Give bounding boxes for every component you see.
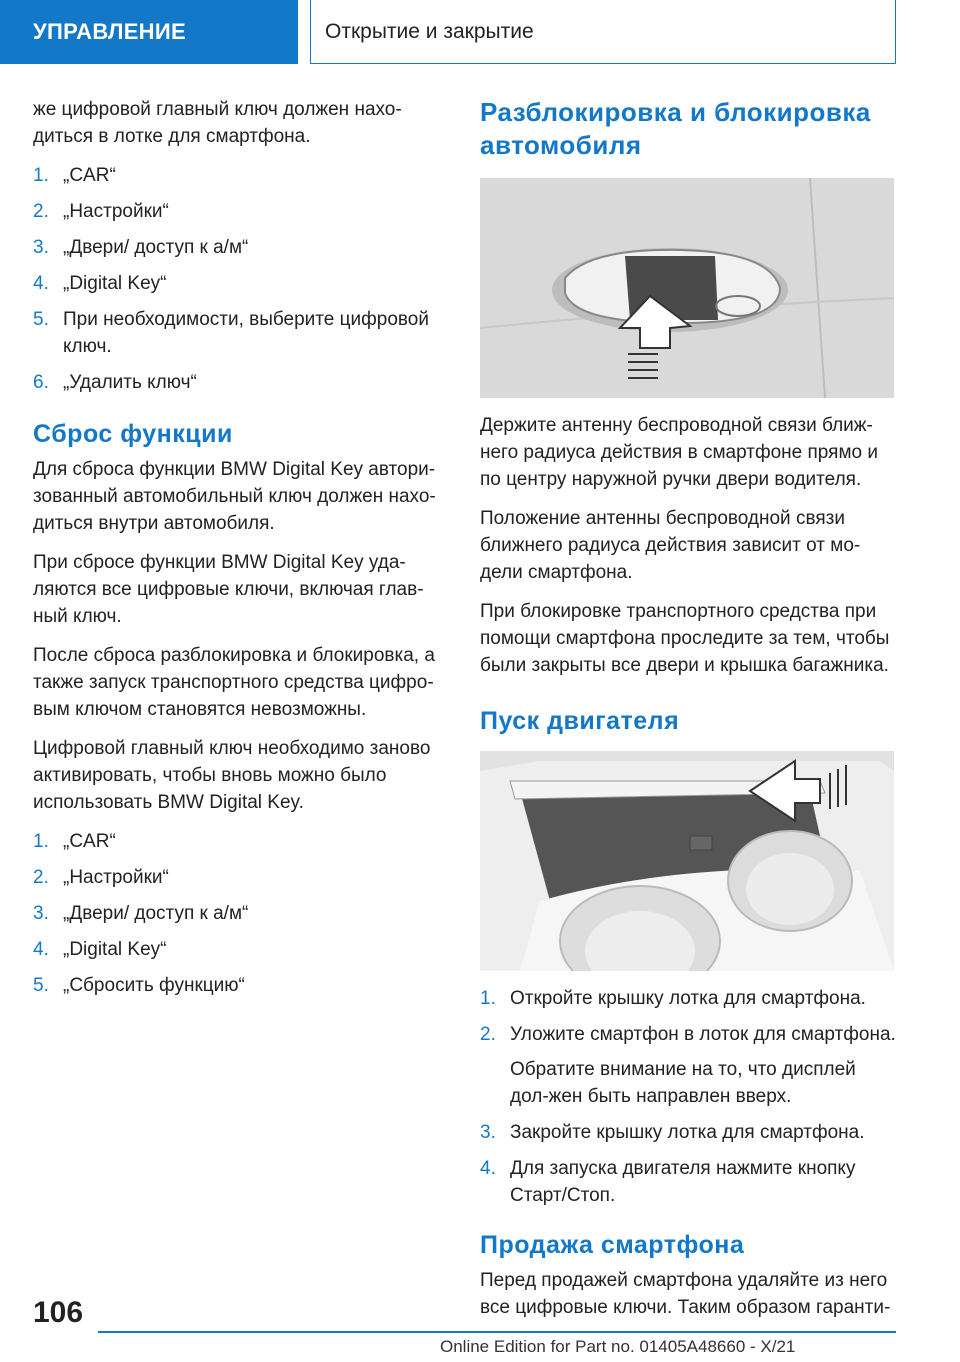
left-column [33,96,451,1013]
list-item [480,985,898,1012]
step-number: 4. [480,1158,496,1179]
unlock-paragraph-3: При блокировке транспортного средства при помощи смартфона проследите за тем, чтобы были закрыты все двери и крышка багажника. [480,601,890,676]
list-item [33,198,451,225]
sale-heading: Продажа смартфона [480,1231,745,1259]
steps-list-start-engine [480,985,898,1209]
step-number: 3. [33,903,49,924]
unlock-paragraph-1: Держите антенну беспроводной связи ближ-него радиуса действия в смартфоне прямо и по центру наружной ручки двери водителя. [480,415,878,490]
intro-paragraph: же цифровой главный ключ должен нахо-диться в лотке для смартфона. [33,99,402,147]
step-number: 1. [33,165,49,186]
list-item [33,900,451,927]
step-text: „Удалить ключ“ [63,372,197,393]
footer-edition: Online Edition for Part no. 01405A48660 - X/21 [440,1337,796,1356]
section-tab [0,0,298,64]
page-number: 106 [33,1296,84,1329]
step-text: „Digital Key“ [63,273,167,294]
step-text: „Настройки“ [63,201,169,222]
step-number: 4. [33,939,49,960]
steps-list-reset [33,828,451,999]
start-heading: Пуск двигателя [480,707,680,735]
list-item [33,864,451,891]
step-text: Уложите смартфон в лоток для смартфона. [510,1024,896,1045]
step-number: 3. [33,237,49,258]
step-number: 6. [33,372,49,393]
list-item [480,1155,898,1209]
list-item [33,270,451,297]
reset-paragraph-4: Цифровой главный ключ необходимо заново активировать, чтобы вновь можно было использовать BMW Digital Key. [33,738,431,813]
step-number: 4. [33,273,49,294]
step-number: 5. [33,975,49,996]
step-text: „Настройки“ [63,867,169,888]
unlock-heading: Разблокировка и блокировка автомобиля [480,97,871,160]
step-text: „CAR“ [63,165,116,186]
step-number: 1. [480,988,496,1009]
step-text: „Digital Key“ [63,939,167,960]
step-number: 2. [480,1024,496,1045]
list-item [33,972,451,999]
list-item [33,936,451,963]
step-number: 1. [33,831,49,852]
reset-heading: Сброс функции [33,420,233,448]
reset-paragraph-2: При сбросе функции BMW Digital Key уда-ляются все цифровые ключи, включая глав-ный ключ. [33,552,424,627]
section-title: УПРАВЛЕНИЕ [33,19,186,44]
steps-list-delete-key [33,162,451,396]
list-item [33,369,451,396]
chapter-header [310,0,896,64]
list-item [33,162,451,189]
right-column [480,96,898,1333]
step-number: 2. [33,867,49,888]
step-text: Закройте крышку лотка для смартфона. [510,1122,865,1143]
step-note: Обратите внимание на то, что дисплей дол-жен быть направлен вверх. [510,1059,856,1107]
list-item [33,828,451,855]
reset-paragraph-3: После сброса разблокировка и блокировка, а также запуск транспортного средства цифро-вым ключом становятся невозможны. [33,645,435,720]
step-text: „Сбросить функцию“ [63,975,245,996]
step-text: „Двери/ доступ к а/м“ [63,237,249,258]
step-text: „Двери/ доступ к а/м“ [63,903,249,924]
unlock-paragraph-2: Положение антенны беспроводной связи ближнего радиуса действия зависит от мо-дели смартфона. [480,508,861,583]
chapter-title: Открытие и закрытие [325,19,534,43]
list-item [480,1119,898,1146]
reset-paragraph-1: Для сброса функции BMW Digital Key автори-зованный автомобильный ключ должен нахо-диться внутри автомобиля. [33,459,436,534]
step-number: 2. [33,201,49,222]
list-item [33,306,451,360]
sale-paragraph: Перед продажей смартфона удаляйте из него все цифровые ключи. Таким образом гаранти- [480,1270,891,1318]
list-item [33,234,451,261]
step-number: 3. [480,1122,496,1143]
step-text: „CAR“ [63,831,116,852]
phone-tray-illustration [480,751,894,971]
step-number: 5. [33,309,49,330]
door-handle-illustration [480,178,894,398]
step-text: При необходимости, выберите цифровой ключ. [63,309,429,357]
step-text: Для запуска двигателя нажмите кнопку Старт/Стоп. [510,1158,856,1206]
footer-divider [98,1331,896,1333]
list-item [480,1021,898,1110]
step-text: Откройте крышку лотка для смартфона. [510,988,866,1009]
